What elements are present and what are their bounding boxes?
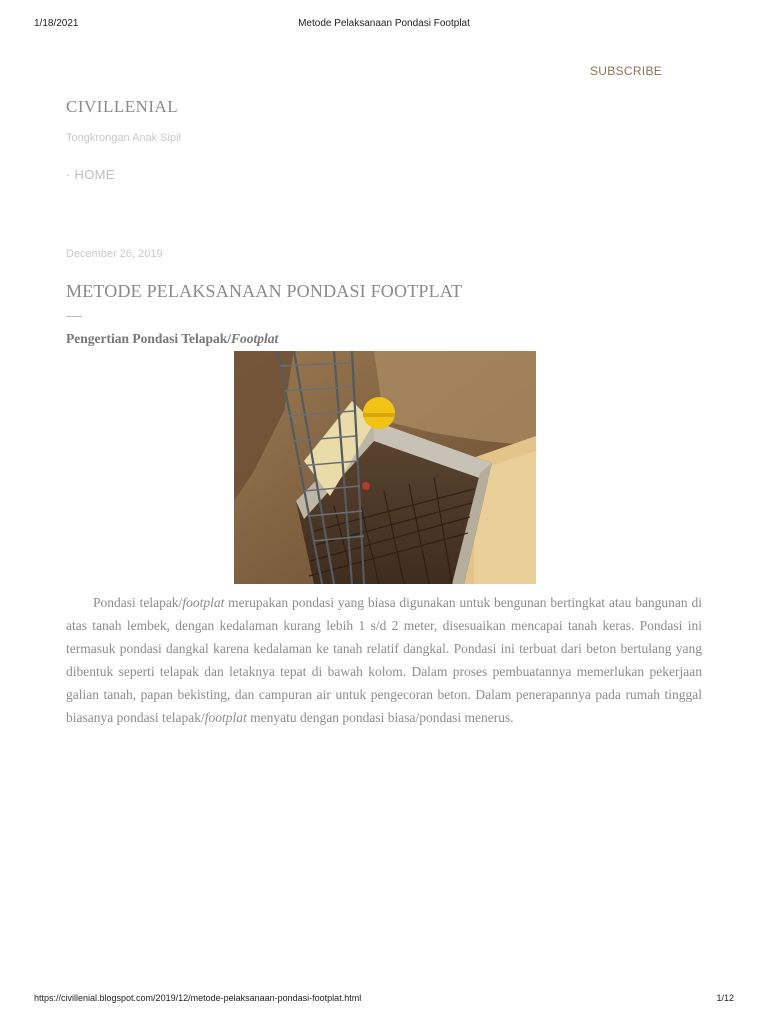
footplat-photo-illustration — [234, 351, 536, 584]
body-text-1: Pondasi telapak/ — [93, 595, 183, 610]
post-date: December 26, 2019 — [66, 248, 163, 260]
subscribe-link[interactable]: SUBSCRIBE — [590, 64, 663, 78]
print-date: 1/18/2021 — [34, 18, 79, 29]
nav-home-link[interactable]: · HOME — [66, 167, 115, 182]
blog-title[interactable]: CIVILLENIAL — [66, 97, 179, 116]
post-body — [66, 591, 702, 729]
print-header — [0, 18, 768, 32]
body-italic-2: footplat — [204, 710, 247, 725]
body-italic-1: footplat — [182, 595, 225, 610]
print-url: https://civillenial.blogspot.com/2019/12/metode-pelaksanaan-pondasi-footplat.html — [34, 993, 362, 1003]
subheading-text: Pengertian Pondasi Telapak/ — [66, 331, 232, 346]
subheading-italic: Footplat — [231, 331, 279, 346]
body-text-3: menyatu dengan pondasi biasa/pondasi menerus. — [246, 710, 514, 725]
title-divider — [66, 316, 82, 317]
post-title: METODE PELAKSANAAN PONDASI FOOTPLAT — [66, 281, 463, 301]
print-page-number: 1/12 — [716, 993, 734, 1003]
print-footer — [0, 993, 768, 1007]
body-text-2: merupakan pondasi yang biasa digunakan untuk bengunan bertingkat atau bangunan di atas tanah lembek, dengan kedalaman kurang lebih 1 s/d 2 meter, disesuaikan mencapai tanah keras. Pondasi ini termasuk pondasi dangkal karena kedalaman ke tanah relatif dangkal. Pondasi ini terbuat dari beton bertulang yang dibentuk seperti telapak dan letaknya tepat di bawah kolom. Dalam proses pembuatannya memerlukan pekerjaan galian tanah, papan bekisting, dan campuran air untuk pengecoran beton. Dalam penerapannya pada rumah tinggal biasanya pondasi telapak/ — [66, 595, 702, 725]
footplat-photo — [234, 351, 536, 584]
post-subheading — [66, 331, 278, 347]
print-page-title: Metode Pelaksanaan Pondasi Footplat — [298, 18, 470, 29]
blog-tagline: Tongkrongan Anak Sipil — [66, 132, 181, 144]
